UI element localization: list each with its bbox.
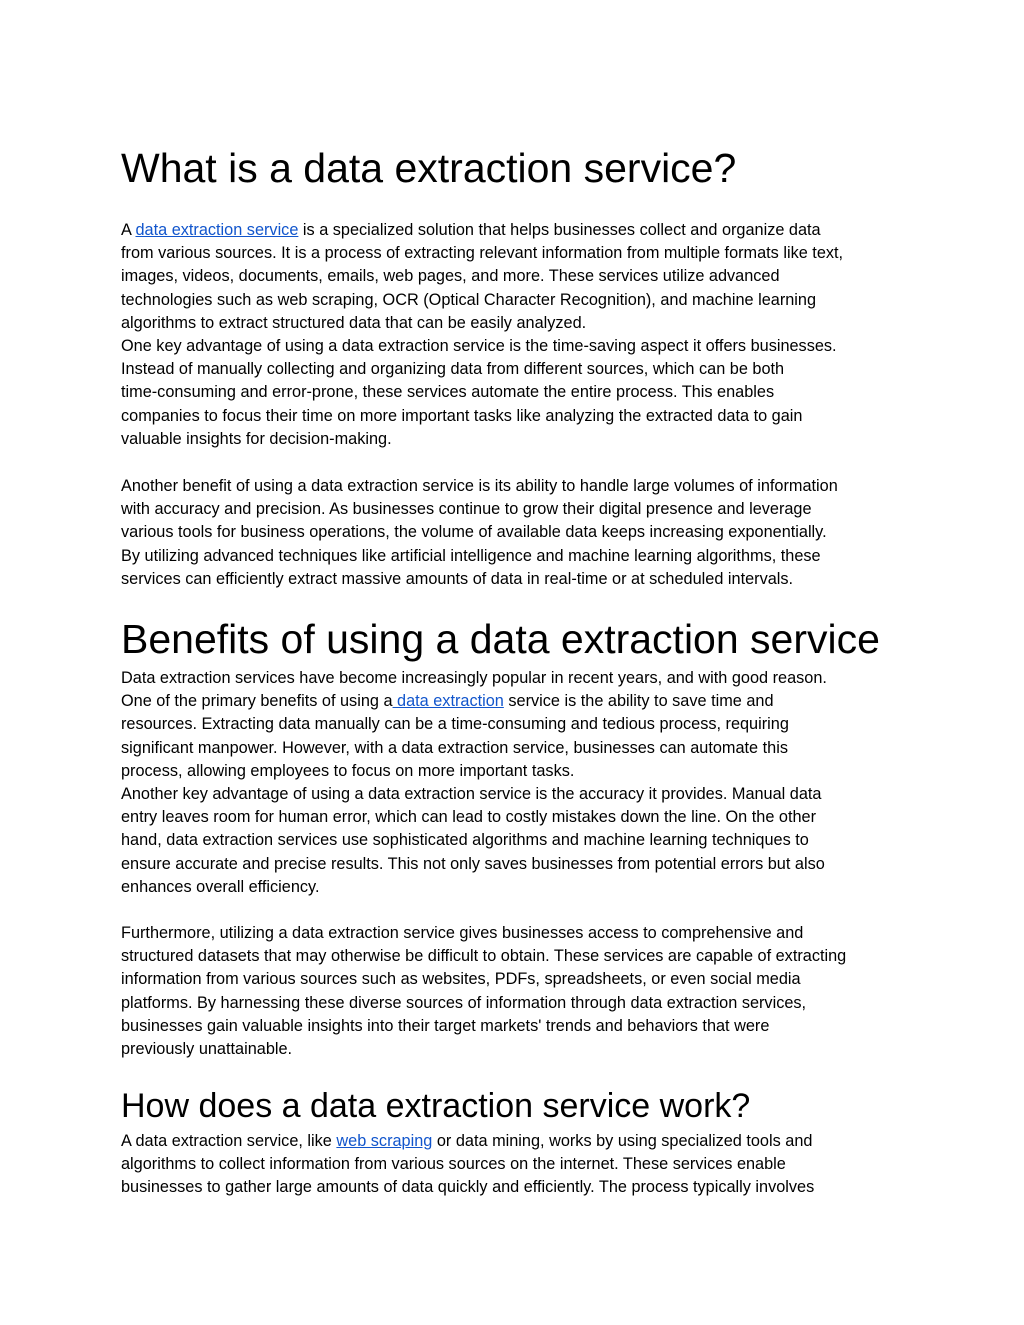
text-line: ensure accurate and precise results. This not only saves businesses from potential errors but also xyxy=(121,854,825,873)
text-line: Instead of manually collecting and organizing data from different sources, which can be both xyxy=(121,360,785,379)
heading-what-is-data-extraction: What is a data extraction service? xyxy=(121,145,737,191)
text-line: various tools for business operations, the volume of available data keeps increasing exponentially. xyxy=(121,523,827,542)
text-fragment: or data mining, works by using specialized tools and xyxy=(432,1132,813,1150)
text-line: previously unattainable. xyxy=(121,1039,293,1058)
text-line: valuable insights for decision-making. xyxy=(121,429,392,448)
heading-how-it-works: How does a data extraction service work? xyxy=(121,1087,751,1125)
text-line: enhances overall efficiency. xyxy=(121,877,320,896)
text-line: By utilizing advanced techniques like artificial intelligence and machine learning algorithms, these xyxy=(121,546,821,565)
text-line: process, allowing employees to focus on more important tasks. xyxy=(121,761,575,780)
text-line: entry leaves room for human error, which can lead to costly mistakes down the line. On the other xyxy=(121,808,817,827)
text-line: from various sources. It is a process of extracting relevant information from multiple formats like text, xyxy=(121,244,844,263)
text-line: services can efficiently extract massive amounts of data in real-time or at scheduled intervals. xyxy=(121,569,794,588)
section1-paragraph-3 xyxy=(121,475,921,591)
text-line: businesses gain valuable insights into their target markets' trends and behaviors that were xyxy=(121,1016,770,1035)
section2-paragraph-3 xyxy=(121,922,921,1061)
text-fragment: service is the ability to save time and xyxy=(503,692,774,711)
heading-benefits: Benefits of using a data extraction service xyxy=(121,616,880,662)
text-fragment: is a specialized solution that helps businesses collect and organize data xyxy=(298,221,821,239)
section1-paragraph-1 xyxy=(121,219,921,451)
text-line: images, videos, documents, emails, web pages, and more. These services utilize advanced xyxy=(121,267,780,286)
text-line: platforms. By harnessing these diverse sources of information through data extraction services, xyxy=(121,993,807,1012)
text-line: time-consuming and error-prone, these services automate the entire process. This enables xyxy=(121,383,775,402)
text-line: businesses to gather large amounts of data quickly and efficiently. The process typically involves xyxy=(121,1178,815,1197)
text-line xyxy=(121,690,921,713)
text-line: with accuracy and precision. As businesses continue to grow their digital presence and leverage xyxy=(121,500,812,519)
text-line: Data extraction services have become increasingly popular in recent years, and with good reason. xyxy=(121,669,827,687)
text-line: information from various sources such as websites, PDFs, spreadsheets, or even social media xyxy=(121,970,801,989)
text-line: technologies such as web scraping, OCR (Optical Character Recognition), and machine learning xyxy=(121,290,817,309)
data-extraction-link[interactable]: data extraction xyxy=(392,692,504,711)
text-line: structured datasets that may otherwise be difficult to obtain. These services are capable of extracting xyxy=(121,947,847,966)
text-line: companies to focus their time on more important tasks like analyzing the extracted data to gain xyxy=(121,406,803,425)
section3-paragraph-1 xyxy=(121,1130,921,1200)
text-line: hand, data extraction services use sophisticated algorithms and machine learning techniques to xyxy=(121,831,809,850)
section2-paragraphs-1-2 xyxy=(121,667,921,899)
text-line: algorithms to collect information from various sources on the internet. These services enable xyxy=(121,1155,786,1174)
text-line: Furthermore, utilizing a data extraction service gives businesses access to comprehensive and xyxy=(121,924,804,942)
data-extraction-service-link[interactable]: data extraction service xyxy=(135,221,299,239)
text-line: resources. Extracting data manually can be a time-consuming and tedious process, requiring xyxy=(121,715,789,734)
text-line: Another benefit of using a data extraction service is its ability to handle large volumes of information xyxy=(121,477,838,495)
text-fragment: A xyxy=(121,221,136,239)
text-line xyxy=(121,1130,921,1153)
text-fragment: One of the primary benefits of using a xyxy=(121,692,393,711)
text-line xyxy=(121,219,921,242)
web-scraping-link[interactable]: web scraping xyxy=(336,1132,433,1150)
text-line: Another key advantage of using a data extraction service is the accuracy it provides. Manual data xyxy=(121,784,822,803)
text-line: algorithms to extract structured data that can be easily analyzed. xyxy=(121,313,587,332)
text-fragment: A data extraction service, like xyxy=(121,1132,337,1150)
text-line: One key advantage of using a data extraction service is the time-saving aspect it offers businesses. xyxy=(121,336,837,355)
text-line: significant manpower. However, with a data extraction service, businesses can automate this xyxy=(121,738,788,757)
